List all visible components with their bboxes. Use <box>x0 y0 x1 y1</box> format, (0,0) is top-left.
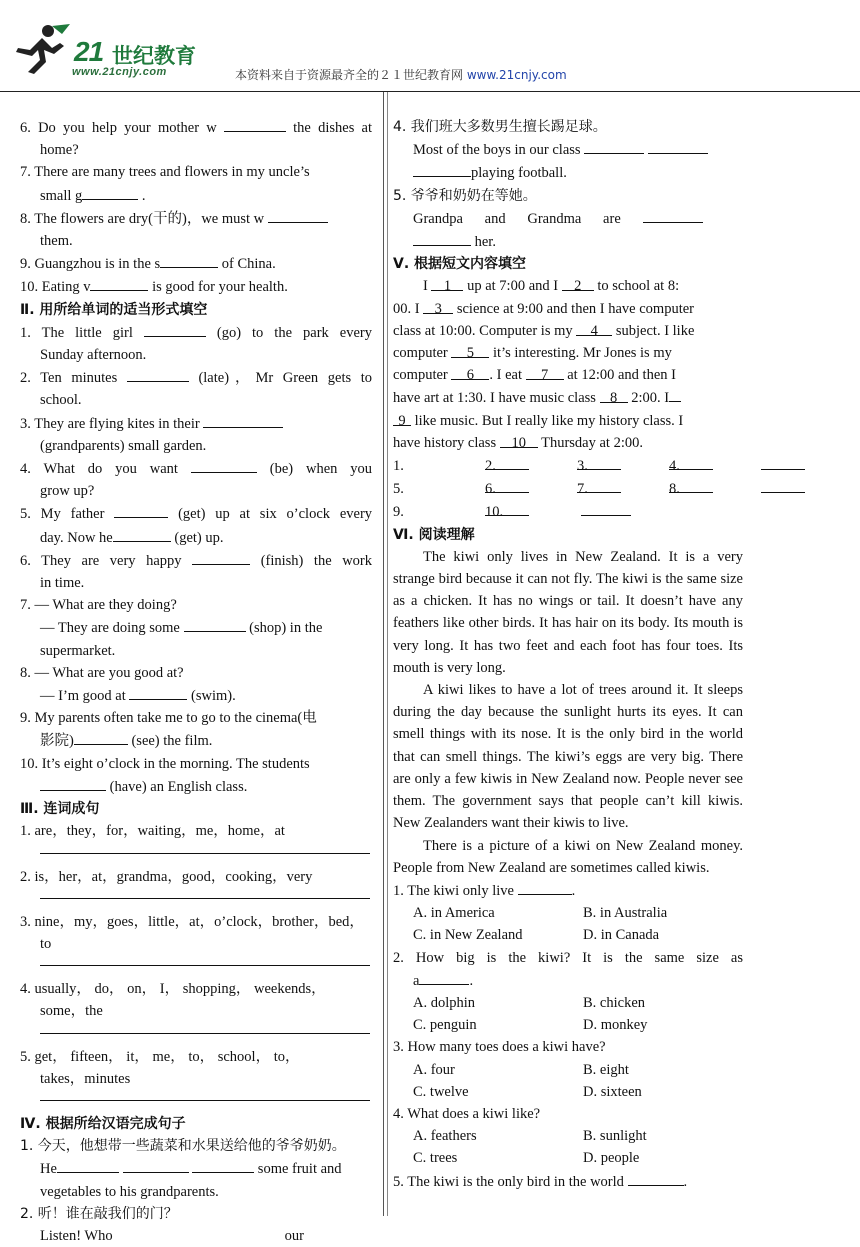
option-row <box>393 1081 743 1103</box>
question-row: home? <box>40 142 79 159</box>
cloze-line: 9 like music. But I really like my history class. I <box>393 410 743 432</box>
section-title: Ⅴ. 根据短文内容填空 <box>393 256 527 273</box>
answer-line[interactable] <box>40 843 370 854</box>
answer-blank[interactable] <box>191 457 257 473</box>
cloze-blank[interactable]: 3 <box>423 298 453 314</box>
answer-blank[interactable] <box>114 502 168 518</box>
option-row <box>393 1014 743 1036</box>
column-divider <box>383 92 384 1216</box>
question-row: supermarket. <box>40 642 116 659</box>
option-row <box>393 1059 743 1081</box>
answer-line[interactable] <box>40 1090 370 1101</box>
question-stem: 4. What does a kiwi like? <box>393 1105 541 1122</box>
option[interactable]: B. in Australia <box>583 905 668 922</box>
question-row: 6. They are very happy (finish) the work <box>20 549 372 572</box>
answer-blank[interactable] <box>82 184 138 200</box>
question-row: Most of the boys in our class <box>393 138 743 161</box>
question-row: grow up? <box>40 483 95 500</box>
question-row: vegetables to his grandparents. <box>40 1183 219 1200</box>
option[interactable]: A. dolphin <box>413 994 476 1011</box>
answer-blank[interactable] <box>129 684 187 700</box>
answer-blank[interactable] <box>184 616 246 632</box>
cloze-blank[interactable]: 7 <box>526 364 564 380</box>
question-row: 3. They are flying kites in their <box>20 412 372 435</box>
answer-blank[interactable] <box>90 275 148 291</box>
question-stem: 5. The kiwi is the only bird in the world . <box>393 1170 743 1193</box>
cloze-line: computer 6 . I eat 7 at 12:00 and then I <box>393 364 743 386</box>
cloze-blank[interactable]: 2 <box>562 275 594 291</box>
question-row: 7. There are many trees and flowers in my uncle’s <box>20 164 310 181</box>
option[interactable]: D. sixteen <box>583 1083 642 1100</box>
passage-paragraph: A kiwi likes to have a lot of trees around it. It sleeps during the day because the sunlight hurts its eyes. It can smell things with its nose. It is the only bird in the world that can smell things. The kiwi’s eggs are very big. There are only a few kiwis in New Zealand now. People never see them. The government says that people can’t kill kiwis. New Zealanders want their kiwis to live. <box>393 682 743 832</box>
logo-text: 世纪教育 <box>112 44 196 68</box>
answer-blank[interactable] <box>192 549 250 565</box>
option[interactable]: C. twelve <box>413 1083 469 1100</box>
question-row: 2. is，her，at，grandma，good，cooking，very <box>20 868 313 885</box>
question-row: her. <box>393 230 743 253</box>
source-note-text: 本资料来自于资源最齐全的２１世纪教育网 <box>235 68 464 82</box>
question-row: small g . <box>20 184 372 207</box>
answer-blank[interactable] <box>518 879 572 895</box>
question-stem: 2. How big is the kiwi? It is the same size as <box>393 949 743 966</box>
answer-blank[interactable] <box>268 207 328 223</box>
left-column <box>20 116 372 1247</box>
question-row: playing football. <box>393 161 743 184</box>
option[interactable]: C. penguin <box>413 1017 477 1034</box>
section-title: Ⅵ. 阅读理解 <box>393 526 475 543</box>
question-row: He some fruit and <box>20 1157 372 1180</box>
right-column <box>393 116 743 1193</box>
answer-blank[interactable] <box>648 138 708 154</box>
option-row <box>393 1147 743 1169</box>
question-row: 9. Guangzhou is in the s of China. <box>20 252 372 275</box>
question-row: 5. My father (get) up at six o’clock every <box>20 502 372 525</box>
cloze-blank[interactable]: 5 <box>451 342 489 358</box>
answer-blanks-row: 1. 2. 3. 4. <box>393 454 743 477</box>
cloze-line: I 1 up at 7:00 and I 2 to school at 8: <box>393 275 743 297</box>
question-row: — I’m good at (swim). <box>20 684 372 707</box>
question-row: 2. Ten minutes (late)，Mr Green gets to <box>20 366 372 389</box>
option-row <box>393 924 743 946</box>
site-logo[interactable] <box>12 22 237 82</box>
question-row: 影院) (see) the film. <box>20 729 372 752</box>
option-row <box>393 902 743 924</box>
option-row <box>393 992 743 1014</box>
question-row: to <box>40 935 52 952</box>
question-row: them. <box>40 233 73 250</box>
question-row: 5. 爷爷和奶奶在等她。 <box>393 187 537 204</box>
question-row: 1. 今天，他想带一些蔬菜和水果送给他的爷爷奶奶。 <box>20 1138 346 1155</box>
logo-url: www.21cnjy.com <box>72 66 167 78</box>
answer-blank[interactable] <box>413 161 471 177</box>
cloze-blank[interactable]: 4 <box>576 320 612 336</box>
cloze-blank[interactable]: 10 <box>500 432 538 448</box>
source-note-link[interactable]: www.21cnjy.com <box>466 68 567 82</box>
question-row: 4. 我们班大多数男生擅长踢足球。 <box>393 119 607 135</box>
option[interactable]: B. sunlight <box>583 1128 647 1145</box>
question-row: 4. What do you want (be) when you <box>20 457 372 480</box>
question-row: 3. nine，my，goes，little，at，o’clock，brother，bed， <box>20 913 364 930</box>
option[interactable]: A. in America <box>413 905 495 922</box>
answer-blank[interactable] <box>643 207 703 223</box>
answer-blank[interactable] <box>74 729 128 745</box>
cloze-blank[interactable]: 8 <box>600 387 628 403</box>
question-row: 2. 听！谁在敲我们的门？ <box>20 1205 178 1222</box>
option[interactable]: D. people <box>583 1150 640 1167</box>
cloze-blank[interactable] <box>669 386 681 402</box>
runner-logo-icon <box>12 22 74 74</box>
header-rule <box>0 91 860 92</box>
source-note <box>235 66 567 83</box>
logo-number: 21 <box>74 36 104 67</box>
option[interactable]: A. feathers <box>413 1128 477 1145</box>
question-row: 9. My parents often take me to go to the cinema(电 <box>20 710 317 727</box>
page-header <box>0 0 860 92</box>
answer-blank[interactable] <box>40 775 106 791</box>
question-stem: 3. How many toes does a kiwi have? <box>393 1039 606 1056</box>
question-row: 1. The little girl (go) to the park every <box>20 321 372 344</box>
question-row: 7. — What are they doing? <box>20 597 177 614</box>
answer-blank[interactable] <box>127 366 189 382</box>
question-row: in time. <box>40 575 85 592</box>
question-row: — They are doing some (shop) in the <box>20 616 372 639</box>
question-row: 5. get， fifteen， it， me， to， school， to， <box>20 1048 300 1065</box>
question-row: some，the <box>40 1003 103 1020</box>
answer-blank[interactable] <box>581 500 631 516</box>
question-row: 6. Do you help your mother w the dishes at <box>20 116 372 139</box>
option[interactable]: D. monkey <box>583 1017 648 1034</box>
cloze-line: class at 10:00. Computer is my 4 subject. I like <box>393 320 743 342</box>
section-title: Ⅱ. 用所给单词的适当形式填空 <box>20 301 208 318</box>
question-row: 10. It’s eight o’clock in the morning. The students <box>20 755 310 772</box>
section-title: Ⅲ. 连词成句 <box>20 801 100 818</box>
answer-blank[interactable] <box>57 1157 119 1173</box>
answer-blank[interactable] <box>419 969 469 985</box>
cloze-blank[interactable]: 9 <box>393 410 411 426</box>
question-stem: a . <box>393 969 743 992</box>
question-row: Sunday afternoon. <box>40 347 147 364</box>
question-row: 4. usually， do， on， I， shopping， weekends， <box>20 981 326 998</box>
cloze-line: have history class 10 Thursday at 2:00. <box>393 432 743 454</box>
answer-blank[interactable] <box>123 1157 189 1173</box>
question-row: 10. Eating v is good for your health. <box>20 275 372 298</box>
passage-paragraph: The kiwi only lives in New Zealand. It is a very strange bird because it can not fly. The kiwi is the same size as a chicken. It has no wings or tail. It doesn’t have any feathers like other birds. It has hair on its body. Its mouth is very long. It has two feet and each foot has four toes. Its mouth is very long. <box>393 548 743 676</box>
answer-blanks-row: 5. 6. 7. 8. <box>393 477 743 500</box>
section-title: Ⅳ. 根据所给汉语完成句子 <box>20 1115 186 1132</box>
question-row: 8. — What are you good at? <box>20 664 184 681</box>
answer-blank[interactable] <box>761 454 805 470</box>
option[interactable]: D. in Canada <box>583 927 660 944</box>
cloze-blank[interactable]: 6 <box>451 364 489 380</box>
answer-line[interactable] <box>40 955 370 966</box>
question-row: school. <box>40 392 82 409</box>
question-row: Grandpa and Grandma are <box>393 207 743 230</box>
answer-blank[interactable] <box>628 1170 684 1186</box>
answer-line[interactable] <box>40 1023 370 1034</box>
answer-blank[interactable] <box>192 1157 254 1173</box>
answer-blank[interactable] <box>203 412 283 428</box>
answer-blank[interactable] <box>584 138 644 154</box>
passage-paragraph: There is a picture of a kiwi on New Zealand money. People from New Zealand are sometimes called kiwis. <box>393 837 743 876</box>
answer-blank[interactable] <box>160 252 218 268</box>
cloze-blank[interactable]: 1 <box>431 275 463 291</box>
answer-blank[interactable] <box>761 477 805 493</box>
question-row: 1. are，they，for，waiting，me，home，at <box>20 823 285 840</box>
option[interactable]: C. trees <box>413 1150 458 1167</box>
answer-blank[interactable] <box>413 230 471 246</box>
option-row <box>393 1125 743 1147</box>
option[interactable]: B. chicken <box>583 994 646 1011</box>
question-row: day. Now he (get) up. <box>20 526 372 549</box>
column-divider-thin <box>387 92 388 1216</box>
question-stem: 1. The kiwi only live . <box>393 879 743 902</box>
option[interactable]: B. eight <box>583 1061 629 1078</box>
cloze-line: have art at 1:30. I have music class 8 2:00. I <box>393 386 743 409</box>
option[interactable]: A. four <box>413 1061 455 1078</box>
question-row: 8. The flowers are dry(干的)，we must w <box>20 207 372 230</box>
question-row: Listen! Who our <box>40 1227 304 1244</box>
question-row: (have) an English class. <box>20 775 372 798</box>
question-row: (grandparents) small garden. <box>40 437 207 454</box>
answer-line[interactable] <box>40 888 370 899</box>
answer-blank[interactable] <box>224 116 286 132</box>
question-row: takes，minutes <box>40 1070 131 1087</box>
answer-blank[interactable] <box>144 321 206 337</box>
cloze-line: 00. I 3 science at 9:00 and then I have computer <box>393 298 743 320</box>
answer-blank[interactable] <box>113 526 171 542</box>
option[interactable]: C. in New Zealand <box>413 927 523 944</box>
cloze-line: computer 5 it’s interesting. Mr Jones is my <box>393 342 743 364</box>
answer-blanks-row: 9. 10. <box>393 500 743 523</box>
